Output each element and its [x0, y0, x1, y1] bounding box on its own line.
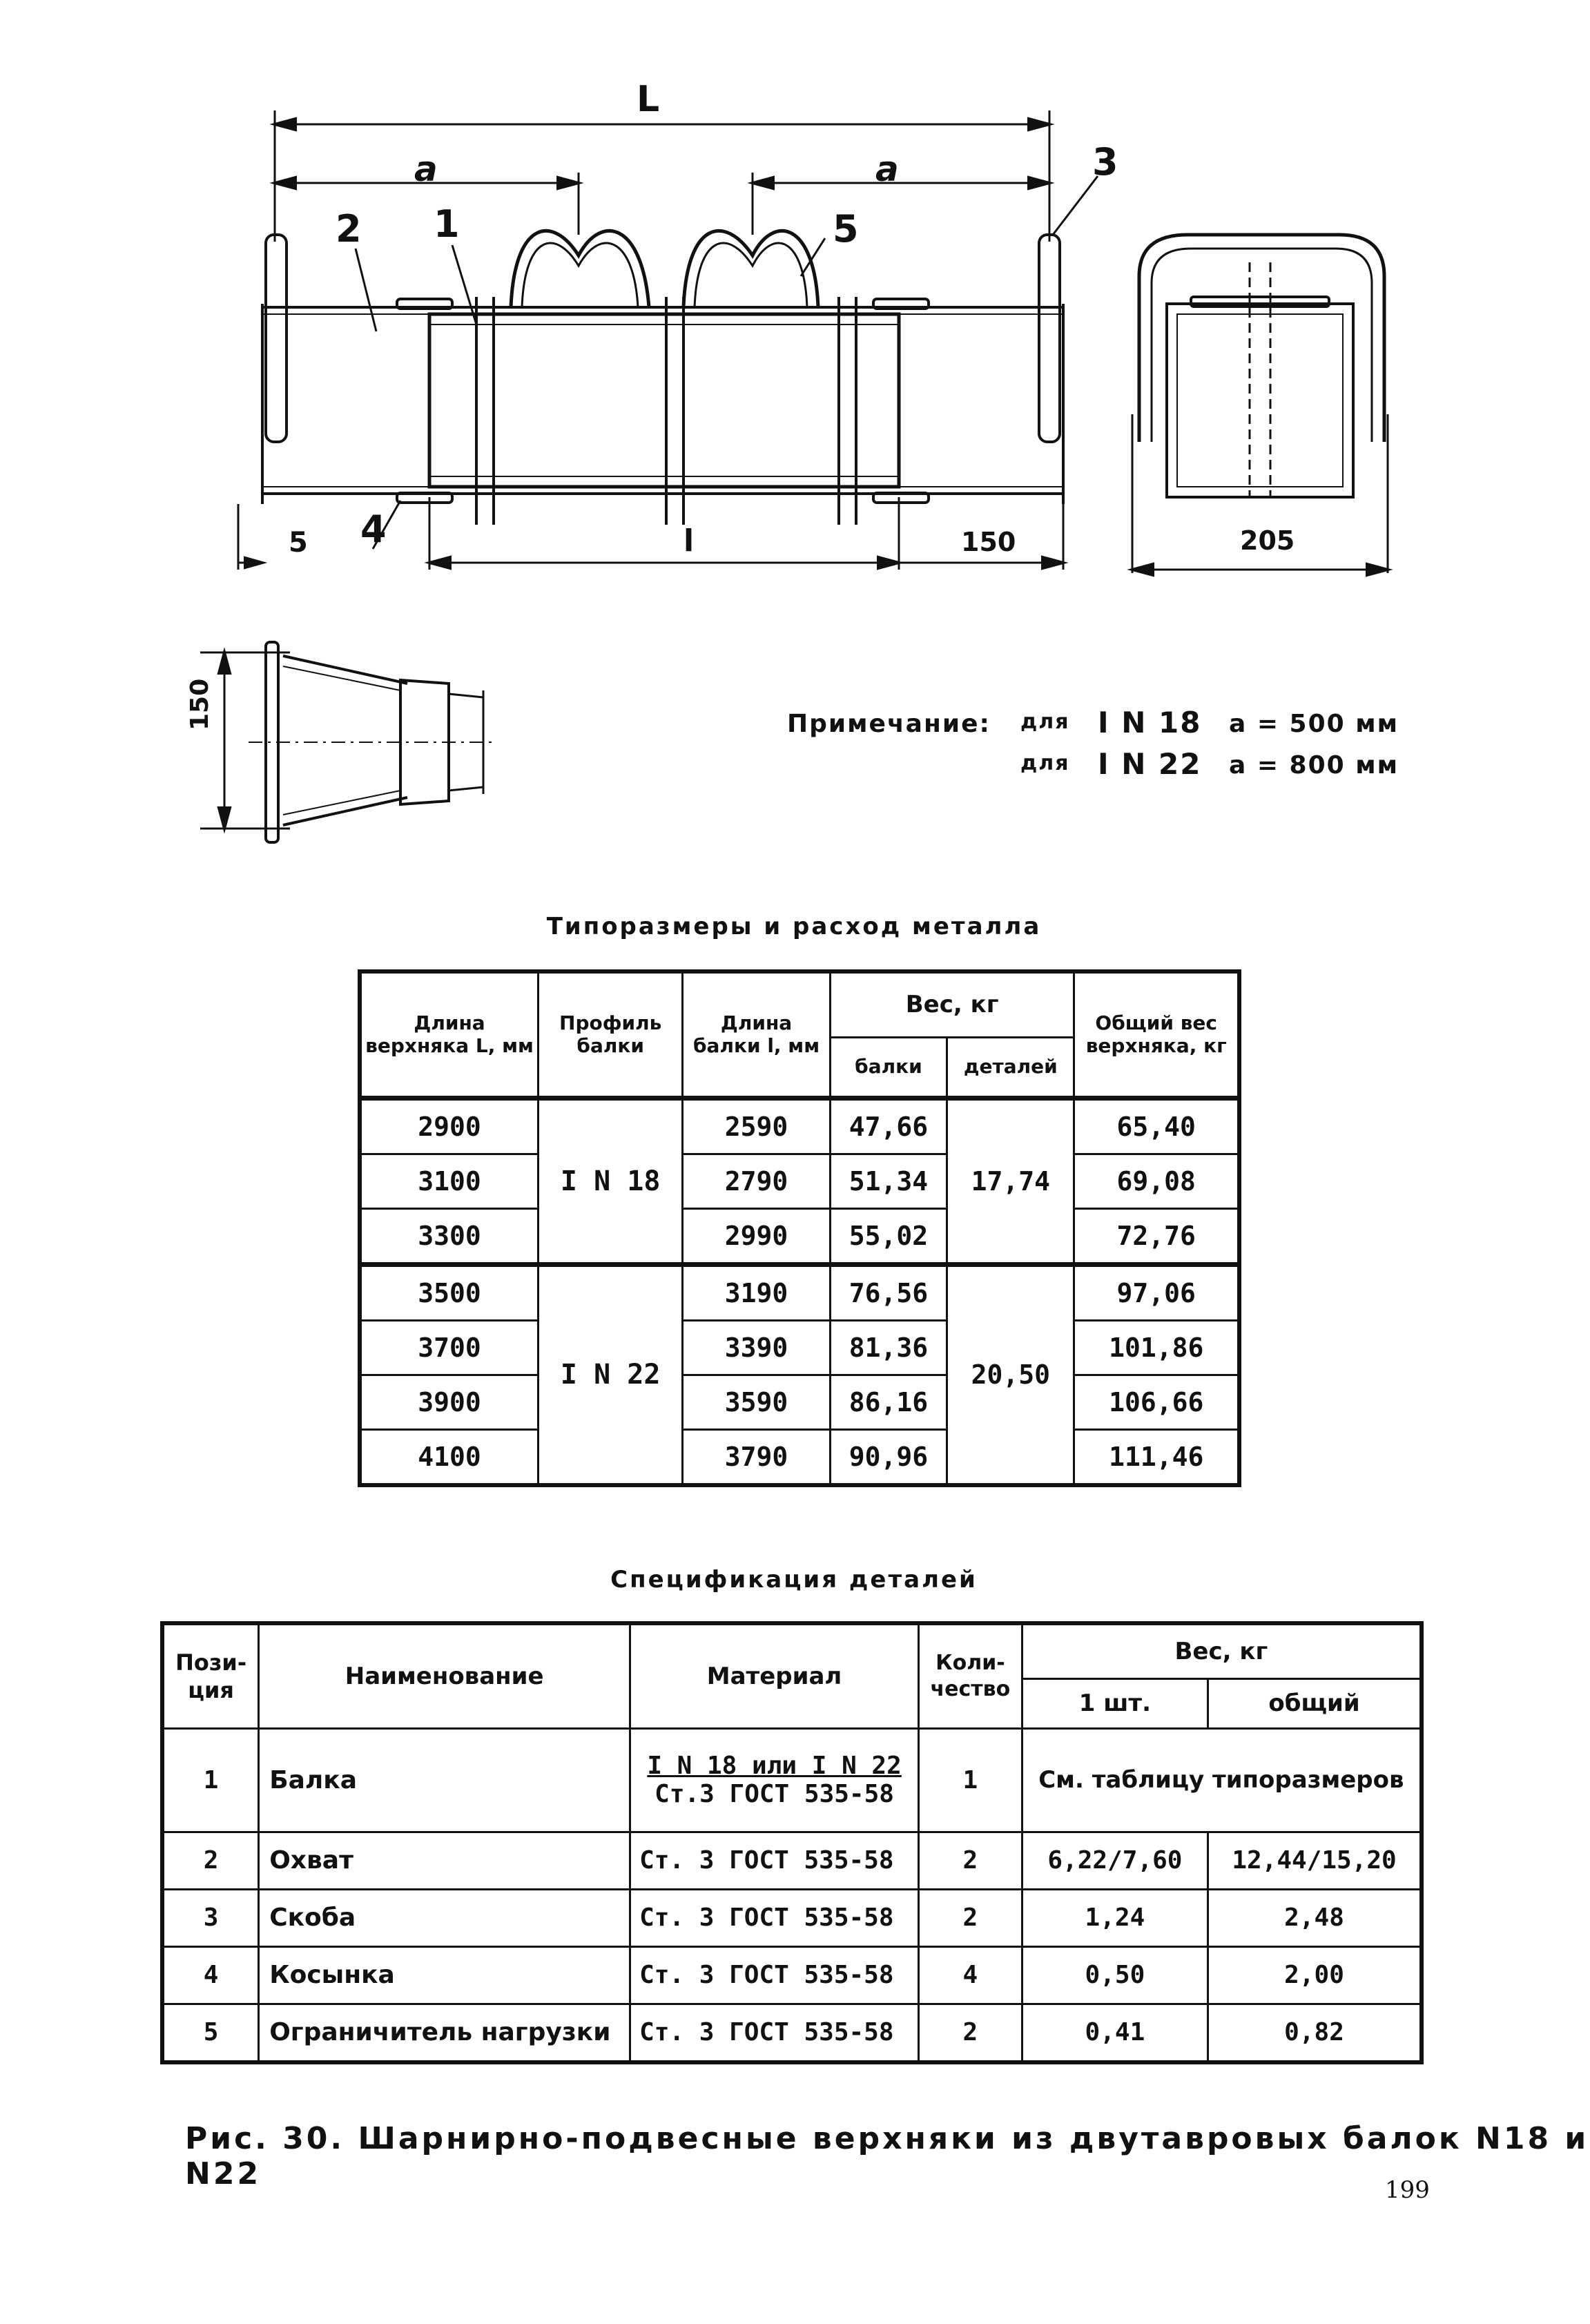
cell-beam-weight: 81,36	[830, 1320, 947, 1375]
header-weight-beam: балки	[830, 1037, 947, 1098]
note-line1-value: a = 500 мм	[1229, 710, 1399, 738]
header-weight-one: 1 шт.	[1022, 1678, 1208, 1728]
cell-L: 2900	[360, 1098, 539, 1154]
table-row	[162, 1946, 1422, 2004]
cell-see-table: См. таблицу типоразмеров	[1022, 1728, 1422, 1832]
note-label: Примечание:	[787, 710, 991, 738]
cell-name: Балка	[259, 1728, 630, 1832]
cell-total-weight: 69,08	[1074, 1154, 1239, 1208]
header-weight-details: деталей	[947, 1037, 1074, 1098]
header-position: Пози- ция	[162, 1623, 259, 1728]
header-beam-length: Длина балки l, мм	[683, 971, 831, 1098]
cell-L: 3700	[360, 1320, 539, 1375]
cell-l: 3590	[683, 1375, 831, 1429]
note-line1-prefix: для	[1020, 710, 1070, 734]
cell-beam-weight: 86,16	[830, 1375, 947, 1429]
table-row	[360, 1154, 1239, 1208]
callout-3: 3	[1092, 140, 1118, 184]
header-weight: Вес, кг	[830, 971, 1074, 1037]
cell-L: 3500	[360, 1264, 539, 1320]
cell-name: Косынка	[259, 1946, 630, 2004]
dim-L-top-label: L	[637, 79, 660, 120]
cell-details-weight: 20,50	[947, 1264, 1074, 1485]
cell-quantity: 2	[919, 1889, 1022, 1946]
cell-L: 3100	[360, 1154, 539, 1208]
cell-position: 2	[162, 1832, 259, 1889]
callout-1: 1	[434, 202, 460, 246]
header-profile: Профиль балки	[539, 971, 683, 1098]
dim-a-left-label: a	[414, 149, 438, 189]
cell-weight-total: 2,00	[1208, 1946, 1422, 2004]
table-row	[360, 1375, 1239, 1429]
cell-weight-one: 1,24	[1022, 1889, 1208, 1946]
figure-caption: Рис. 30. Шарнирно-подвесные верхняки из двутавровых балок N18 и N22	[185, 2121, 1589, 2191]
cell-L: 3900	[360, 1375, 539, 1429]
cell-material: Ст. 3 ГОСТ 535-58	[630, 2004, 919, 2062]
callout-5: 5	[833, 207, 859, 251]
cell-quantity: 2	[919, 2004, 1022, 2062]
cell-total-weight: 65,40	[1074, 1098, 1239, 1154]
cell-weight-total: 2,48	[1208, 1889, 1422, 1946]
cell-name: Ограничитель нагрузки	[259, 2004, 630, 2062]
cell-beam-weight: 47,66	[830, 1098, 947, 1154]
sizes-table-title: Типоразмеры и расход металла	[546, 913, 1042, 940]
table-row	[360, 1208, 1239, 1264]
cell-position: 5	[162, 2004, 259, 2062]
note-line2-profile: I N 22	[1098, 747, 1202, 781]
cell-weight-total: 0,82	[1208, 2004, 1422, 2062]
cell-total-weight: 72,76	[1074, 1208, 1239, 1264]
cell-beam-weight: 51,34	[830, 1154, 947, 1208]
dim-150-side-label: 150	[961, 527, 1016, 557]
cell-profile: I N 18	[539, 1098, 683, 1264]
material-steel-line: Ст.3 ГОСТ 535-58	[655, 1780, 894, 1808]
note-line2-prefix: для	[1020, 751, 1070, 775]
cell-position: 4	[162, 1946, 259, 2004]
cell-material	[630, 1728, 919, 1832]
cell-material: Ст. 3 ГОСТ 535-58	[630, 1832, 919, 1889]
header-weight-total: общий	[1208, 1678, 1422, 1728]
cell-L: 4100	[360, 1429, 539, 1485]
cell-material: Ст. 3 ГОСТ 535-58	[630, 1946, 919, 2004]
cell-L: 3300	[360, 1208, 539, 1264]
header-total-weight: Общий вес верхняка, кг	[1074, 971, 1239, 1098]
header-material: Материал	[630, 1623, 919, 1728]
cell-beam-weight: 55,02	[830, 1208, 947, 1264]
header-name: Наименование	[259, 1623, 630, 1728]
cell-details-weight: 17,74	[947, 1098, 1074, 1264]
cell-position: 3	[162, 1889, 259, 1946]
cell-position: 1	[162, 1728, 259, 1832]
cell-weight-total: 12,44/15,20	[1208, 1832, 1422, 1889]
header-weight: Вес, кг	[1022, 1623, 1422, 1678]
cell-l: 3190	[683, 1264, 831, 1320]
table-row	[162, 1832, 1422, 1889]
cell-l: 2790	[683, 1154, 831, 1208]
header-upper-length: Длина верхняка L, мм	[360, 971, 539, 1098]
cell-total-weight: 106,66	[1074, 1375, 1239, 1429]
cell-l: 2990	[683, 1208, 831, 1264]
spec-table-title: Спецификация деталей	[610, 1566, 978, 1594]
cell-l: 3390	[683, 1320, 831, 1375]
cell-material: Ст. 3 ГОСТ 535-58	[630, 1889, 919, 1946]
note-line1-profile: I N 18	[1098, 706, 1202, 739]
table-row	[162, 1889, 1422, 1946]
header-quantity: Коли- чество	[919, 1623, 1022, 1728]
cell-weight-one: 0,50	[1022, 1946, 1208, 2004]
callout-4: 4	[360, 507, 387, 551]
table-row	[360, 1264, 1239, 1320]
spec-table	[160, 1621, 1424, 2064]
cell-weight-one: 6,22/7,60	[1022, 1832, 1208, 1889]
cell-profile: I N 22	[539, 1264, 683, 1485]
dim-150-plan-label: 150	[186, 678, 214, 730]
table-row	[360, 1429, 1239, 1485]
callout-2: 2	[336, 207, 362, 251]
note-line2-value: a = 800 мм	[1229, 751, 1399, 779]
cell-quantity: 4	[919, 1946, 1022, 2004]
table-row	[360, 1320, 1239, 1375]
cell-quantity: 1	[919, 1728, 1022, 1832]
cell-name: Охват	[259, 1832, 630, 1889]
dim-l-bottom-label: l	[683, 523, 695, 559]
cell-weight-one: 0,41	[1022, 2004, 1208, 2062]
cell-name: Скоба	[259, 1889, 630, 1946]
page-number: 199	[1385, 2176, 1430, 2204]
cell-quantity: 2	[919, 1832, 1022, 1889]
cell-total-weight: 111,46	[1074, 1429, 1239, 1485]
table-row	[162, 1728, 1422, 1832]
dim-205-label: 205	[1240, 525, 1295, 556]
dim-a-right-label: a	[875, 149, 899, 189]
cell-beam-weight: 76,56	[830, 1264, 947, 1320]
table-row	[360, 1098, 1239, 1154]
cell-l: 2590	[683, 1098, 831, 1154]
cell-total-weight: 101,86	[1074, 1320, 1239, 1375]
cell-beam-weight: 90,96	[830, 1429, 947, 1485]
cell-l: 3790	[683, 1429, 831, 1485]
sizes-table	[358, 969, 1241, 1487]
dim-5-label: 5	[289, 527, 308, 559]
table-row	[162, 2004, 1422, 2062]
cell-total-weight: 97,06	[1074, 1264, 1239, 1320]
material-profile-line: I N 18 или I N 22	[647, 1752, 902, 1780]
